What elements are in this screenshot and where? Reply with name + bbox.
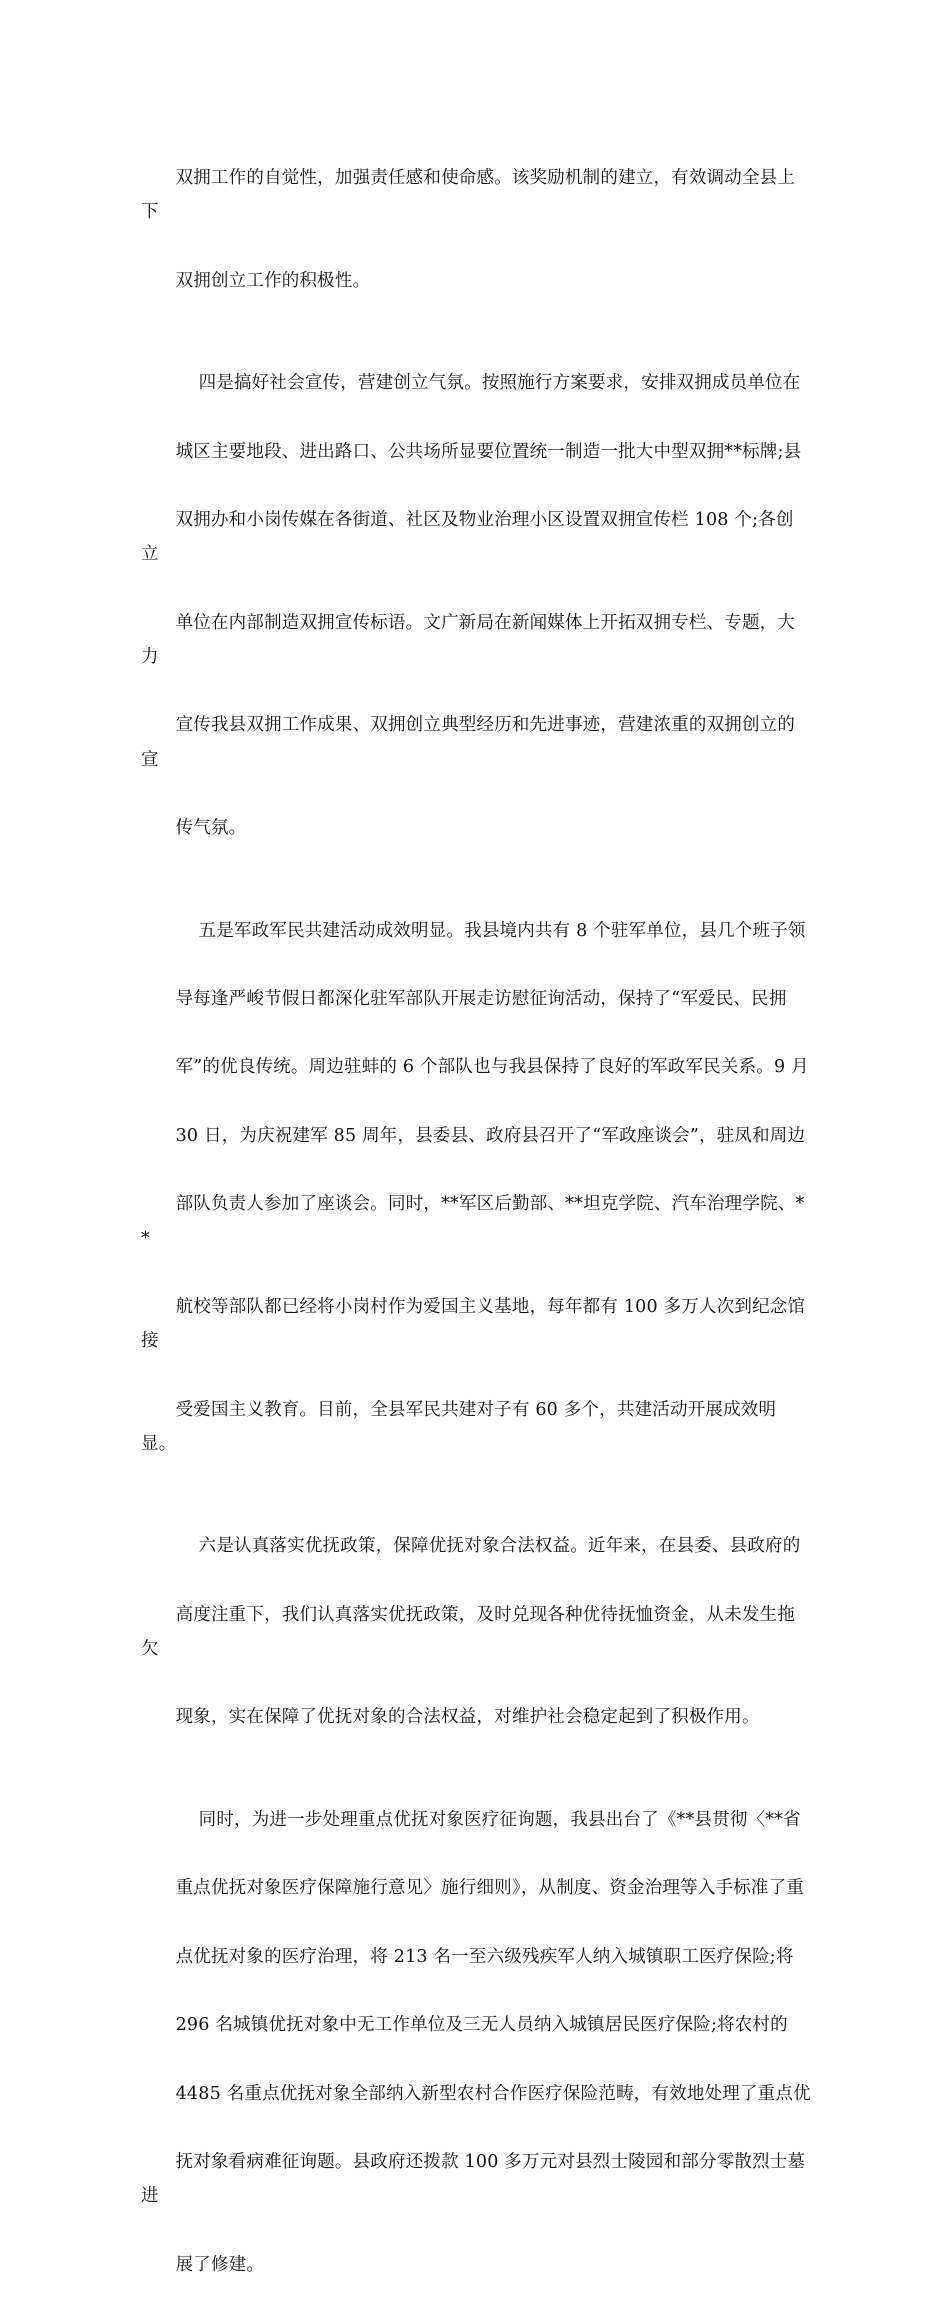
text-line: 双拥创立工作的积极性。 [175, 270, 371, 291]
text-line: 导每逢严峻节假日都深化驻军部队开展走访慰征询活动，保持了“军爱民、民拥 [175, 989, 787, 1010]
paragraph-2 [141, 332, 811, 879]
paragraph-4 [141, 1495, 811, 1769]
text-line: 五是军政军民共建活动成效明显。我县境内共有 8 个驻军单位，县几个班子领 [175, 920, 806, 941]
text-line: 同时，为进一步处理重点优抚对象医疗征询题，我县出台了《**县贯彻〈**省 [175, 1809, 801, 1830]
text-line: 部队负责人参加了座谈会。同时，**军区后勤部、**坦克学院、汽车治理学院、** [141, 1194, 805, 1249]
paragraph-3 [141, 879, 811, 1495]
text-line: 点优抚对象的医疗治理，将 213 名一至六级残疾军人纳入城镇职工医疗保险;将 [175, 1946, 794, 1967]
text-line: 双拥办和小岗传媒在各街道、社区及物业治理小区设置双拥宣传栏 108 个;各创立 [141, 510, 794, 565]
paragraph-5 [141, 1769, 811, 2316]
text-line: 六是认真落实优抚政策，保障优抚对象合法权益。近年来，在县委、县政府的 [175, 1536, 801, 1557]
text-line: 双拥工作的自觉性，加强责任感和使命感。该奖励机制的建立，有效调动全县上下 [141, 168, 796, 223]
text-line: 现象，实在保障了优抚对象的合法权益，对维护社会稳定起到了积极作用。 [175, 1707, 760, 1728]
document-body [141, 127, 811, 2316]
text-line: 296 名城镇优抚对象中无工作单位及三无人员纳入城镇居民医疗保险;将农村的 [175, 2015, 788, 2036]
text-line: 抚对象看病难征询题。县政府还拨款 100 多万元对县烈士陵园和部分零散烈士墓进 [141, 2151, 806, 2207]
text-line: 高度注重下，我们认真落实优抚政策，及时兑现各种优待抚恤资金，从未发生拖欠 [141, 1604, 796, 1659]
text-line: 四是搞好社会宣传，营建创立气氛。按照施行方案要求，安排双拥成员单位在 [175, 373, 801, 394]
paragraph-1 [141, 127, 811, 332]
text-line: 城区主要地段、进出路口、公共场所显要位置统一制造一批大中型双拥**标牌;县 [175, 441, 802, 462]
text-line: 30 日，为庆祝建军 85 周年，县委县、政府县召开了“军政座谈会”，驻凤和周边 [175, 1125, 806, 1146]
text-line: 单位在内部制造双拥宣传标语。文广新局在新闻媒体上开拓双拥专栏、专题，大力 [141, 612, 796, 668]
text-line: 4485 名重点优抚对象全部纳入新型农村合作医疗保险范畴，有效地处理了重点优 [175, 2083, 811, 2104]
text-line: 传气氛。 [175, 818, 247, 839]
text-line: 展了修建。 [175, 2254, 265, 2275]
text-line: 航校等部队都已经将小岗村作为爱国主义基地，每年都有 100 多万人次到纪念馆接 [141, 1296, 806, 1352]
text-line: 受爱国主义教育。目前，全县军民共建对子有 60 多个，共建活动开展成效明显。 [141, 1399, 777, 1454]
text-line: 军”的优良传统。周边驻蚌的 6 个部队也与我县保持了良好的军政军民关系。9 月 [175, 1057, 809, 1078]
text-line: 宣传我县双拥工作成果、双拥创立典型经历和先进事迹，营建浓重的双拥创立的宣 [141, 715, 796, 770]
text-line: 重点优抚对象医疗保障施行意见〉施行细则》，从制度、资金治理等入手标准了重 [175, 1878, 805, 1899]
